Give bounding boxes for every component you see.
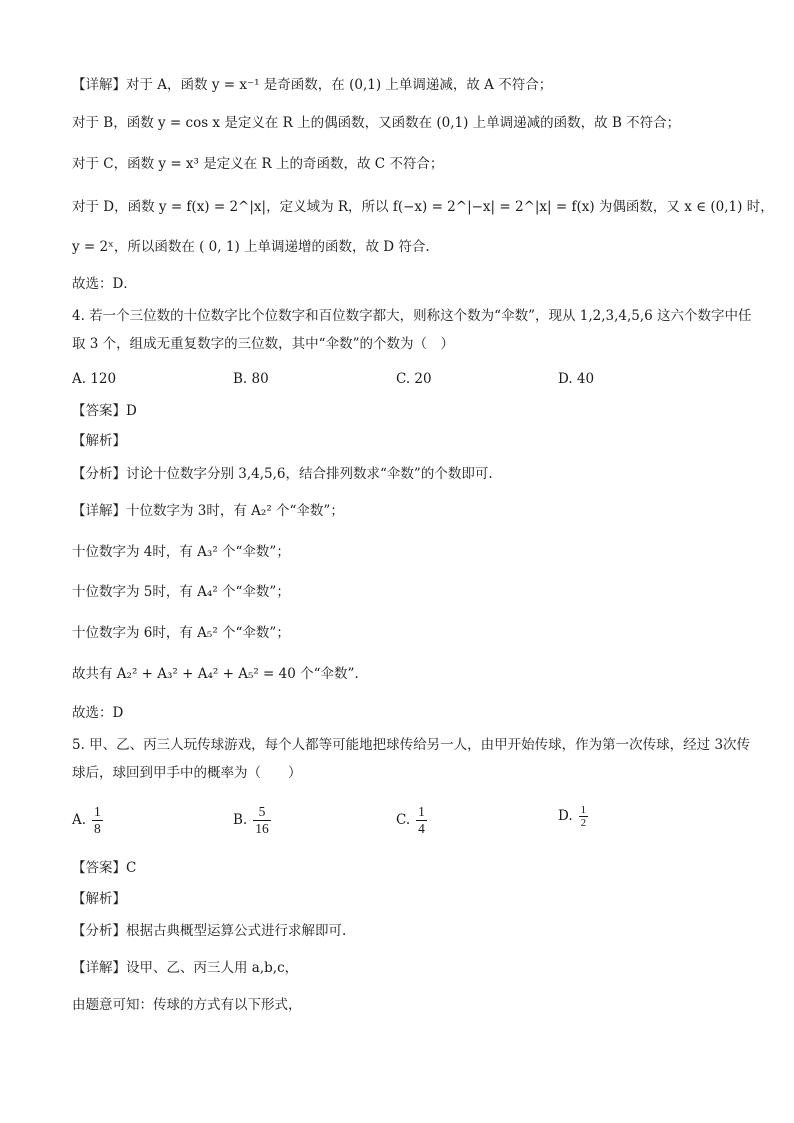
question-5: 5. 甲、乙、丙三人玩传球游戏，每个人都等可能地把球传给另一人，由甲开始传球，作为第一次传球，经过 3次传球后，球回到甲手中的概率为（ ） (72, 737, 751, 781)
text-line-c: 对于 C，函数 y = x³ 是定义在 R 上的奇函数，故 C 不符合； (72, 156, 444, 172)
q5-answer: 【答案】C (72, 860, 137, 876)
q4-detail-2: 十位数字为 4时，有 A₃² 个“伞数”； (72, 544, 290, 560)
q4-analysis: 【分析】讨论十位数字分别 3,4,5,6，结合排列数求“伞数”的个数即可. (72, 466, 493, 482)
q5-detail-1: 【详解】设甲、乙、丙三人用 a,b,c， (72, 960, 299, 976)
q4-option-a: A. 120 (72, 371, 117, 387)
q4-answer: 【答案】D (72, 403, 137, 419)
q5-option-b: B. $\frac{5}{16}$ (233, 804, 269, 836)
q4-detail-1: 【详解】十位数字为 3时，有 A₂² 个“伞数”； (72, 503, 344, 519)
q5-option-d: D. $\frac{1}{2}$ (558, 804, 587, 829)
q4-analysis-heading: 【解析】 (72, 433, 126, 449)
q5-analysis-heading: 【解析】 (72, 891, 126, 907)
q5-option-a: A. $\frac{1}{8}$ (72, 804, 101, 836)
q4-detail-4: 十位数字为 6时，有 A₅² 个“伞数”； (72, 625, 290, 641)
text-line-a: 【详解】对于 A，函数 y = x⁻¹ 是奇函数，在 (0,1) 上单调递减，故 A 不符合； (72, 77, 553, 93)
q4-choose: 故选：D (72, 705, 124, 721)
q4-detail-3: 十位数字为 5时，有 A₄² 个“伞数”； (72, 584, 290, 600)
text-line-d: 对于 D，函数 y = f(x) = 2^|x|，定义域为 R，所以 f(−x) = 2^|−x| = 2^|x| = f(x) 为偶函数，又 x ∈ (0,1) 时， (72, 199, 774, 215)
q5-analysis: 【分析】根据古典概型运算公式进行求解即可. (72, 923, 347, 939)
question-4: 4. 若一个三位数的十位数字比个位数字和百位数字都大，则称这个数为“伞数”，现从 1,2,3,4,5,6 这六个数字中任取 3 个，组成无重复数字的三位数，其中“伞数”的个数为（ ） (72, 308, 752, 352)
text-line-b: 对于 B，函数 y = cos x 是定义在 R 上的偶函数，又函数在 (0,1) 上单调递减的函数，故 B 不符合； (72, 115, 681, 131)
q5-option-c: C. $\frac{1}{4}$ (396, 804, 425, 836)
q4-total: 故共有 A₂² + A₃² + A₄² + A₅² = 40 个“伞数”. (72, 666, 359, 682)
q4-option-d: D. 40 (558, 371, 595, 387)
q4-option-b: B. 80 (233, 371, 269, 387)
q4-option-c: C. 20 (396, 371, 432, 387)
text-line-answer-3: 故选：D． (72, 276, 137, 292)
text-line-d-cont: y = 2ˣ，所以函数在 ( 0, 1) 上单调递增的函数，故 D 符合. (72, 239, 430, 255)
q5-detail-2: 由题意可知：传球的方式有以下形式， (72, 997, 302, 1013)
